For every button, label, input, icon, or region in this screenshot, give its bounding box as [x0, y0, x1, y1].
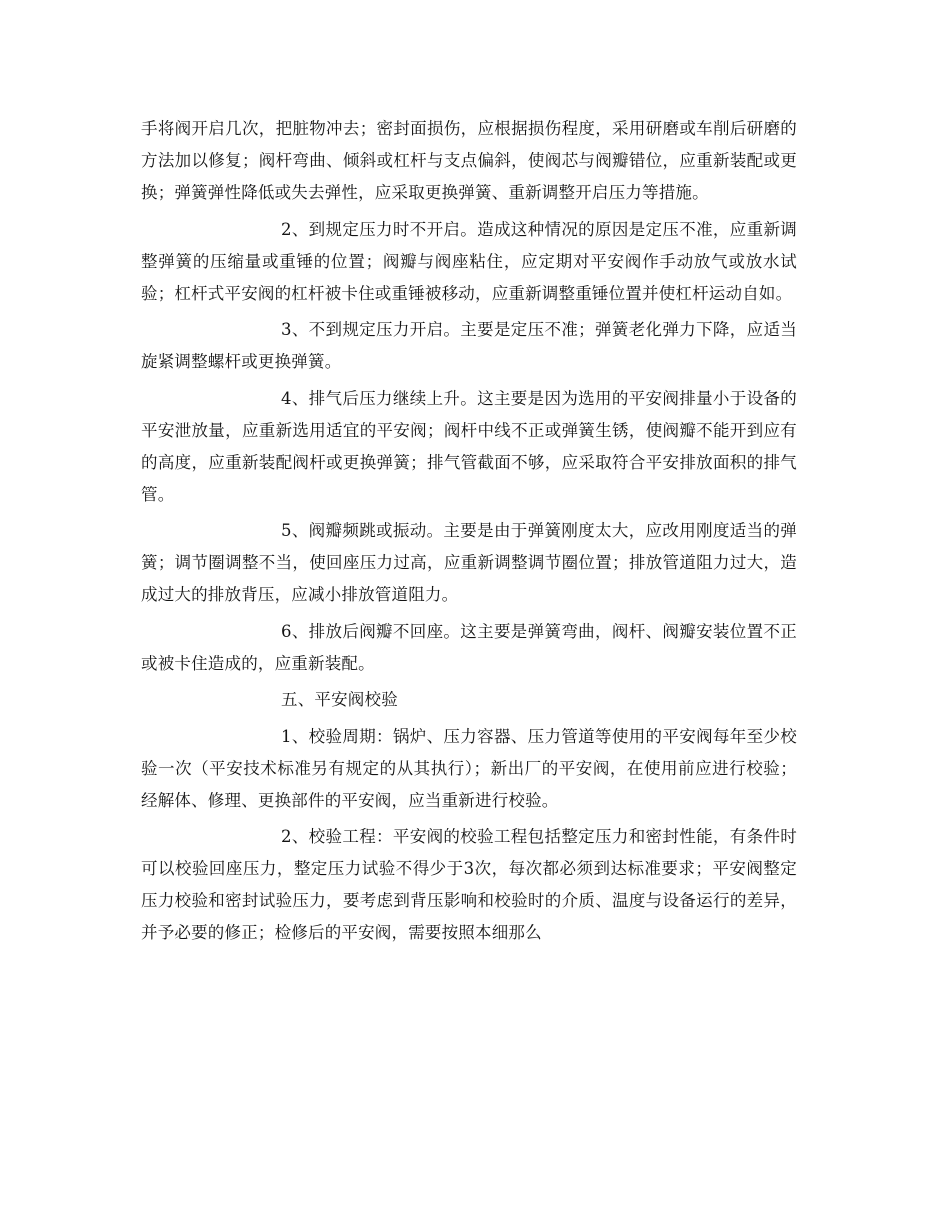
- paragraph-continuation: 手将阀开启几次，把脏物冲去；密封面损伤，应根据损伤程度，采用研磨或车削后研磨的方法加以修复；阀杆弯曲、倾斜或杠杆与支点偏斜，使阀芯与阀瓣错位，应重新装配或更换；弹簧弹性降低或失去弹性，应采取更换弹簧、重新调整开启压力等措施。: [141, 119, 797, 202]
- paragraph-item-2: 2、到规定压力时不开启。造成这种情况的原因是定压不准，应重新调整弹簧的压缩量或重锤的位置；阀瓣与阀座粘住，应定期对平安阀作手动放气或放水试验；杠杆式平安阀的杠杆被卡住或重锤被移动，应重新调整重锤位置并使杠杆运动自如。: [141, 219, 797, 303]
- paragraph-calibration-1: 1、校验周期：锅炉、压力容器、压力管道等使用的平安阀每年至少校验一次（平安技术标准另有规定的从其执行）；新出厂的平安阀，在使用前应进行校验；经解体、修理、更换部件的平安阀，应当重新进行校验。: [141, 726, 797, 810]
- document-body: [141, 113, 797, 954]
- paragraph-item-4: 4、排气后压力继续上升。这主要是因为选用的平安阀排量小于设备的平安泄放量，应重新选用适宜的平安阀；阀杆中线不正或弹簧生锈，使阀瓣不能开到应有的高度，应重新装配阀杆或更换弹簧；排气管截面不够，应采取符合平安排放面积的排气管。: [141, 388, 797, 504]
- section-heading-5: 五、平安阀校验: [281, 690, 398, 709]
- paragraph-calibration-2: 2、校验工程：平安阀的校验工程包括整定压力和密封性能，有条件时可以校验回座压力，整定压力试验不得少于3次，每次都必须到达标准要求；平安阀整定压力校验和密封试验压力，要考虑到背压影响和校验时的介质、温度与设备运行的差异，并予必要的修正；检修后的平安阀，需要按照本细那么: [141, 827, 797, 942]
- paragraph-item-3: 3、不到规定压力开启。主要是定压不准；弹簧老化弹力下降，应适当旋紧调整螺杆或更换弹簧。: [141, 320, 797, 371]
- paragraph-item-5: 5、阀瓣频跳或振动。主要是由于弹簧刚度太大，应改用刚度适当的弹簧；调节圈调整不当，使回座压力过高，应重新调整调节圈位置；排放管道阻力过大，造成过大的排放背压，应减小排放管道阻力。: [141, 521, 797, 604]
- paragraph-item-6: 6、排放后阀瓣不回座。这主要是弹簧弯曲，阀杆、阀瓣安装位置不正或被卡住造成的，应重新装配。: [141, 621, 797, 673]
